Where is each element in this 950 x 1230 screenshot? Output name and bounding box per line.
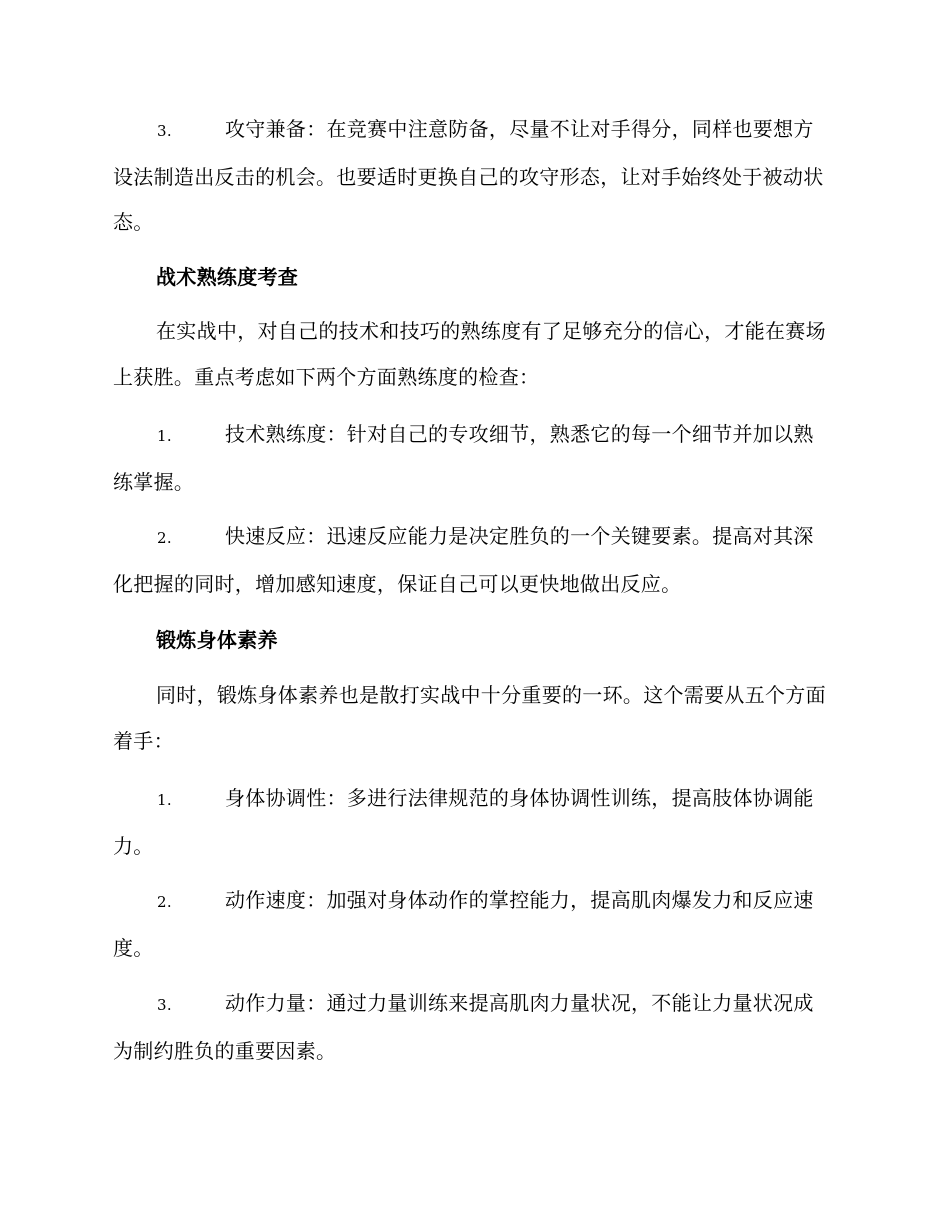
list-item [113, 776, 833, 869]
list-number: 3. [157, 122, 172, 140]
paragraph [113, 309, 833, 400]
paragraph-text: 在实战中，对自己的技术和技巧的熟练度有了足够充分的信心，才能在赛场上获胜。重点考虑如下两个方面熟练度的检查： [113, 319, 826, 389]
list-number: 3. [157, 996, 172, 1014]
list-item [113, 412, 833, 505]
section-heading: 战术熟练度考查 [156, 265, 299, 289]
paragraph-text: 同时，锻炼身体素养也是散打实战中十分重要的一环。这个需要从五个方面着手： [113, 683, 826, 753]
section-heading: 锻炼身体素养 [156, 628, 278, 652]
list-item [113, 981, 833, 1074]
list-item-text: 攻守兼备：在竞赛中注意防备，尽量不让对手得分，同样也要想方设法制造出反击的机会。也要适时更换自己的攻守形态，让对手始终处于被动状态。 [113, 117, 824, 234]
list-item-text: 技术熟练度：针对自己的专攻细节，熟悉它的每一个细节并加以熟练掌握。 [113, 422, 814, 494]
paragraph [113, 673, 833, 764]
list-item-text: 身体协调性：多进行法律规范的身体协调性训练，提高肢体协调能力。 [113, 786, 814, 858]
list-number: 2. [157, 893, 172, 911]
list-item-text: 快速反应：迅速反应能力是决定胜负的一个关键要素。提高对其深化把握的同时，增加感知速度，保证自己可以更快地做出反应。 [113, 524, 814, 596]
list-item [113, 107, 833, 246]
list-item [113, 878, 833, 971]
list-number: 1. [157, 427, 172, 445]
list-item-text: 动作力量：通过力量训练来提高肌肉力量状况，不能让力量状况成为制约胜负的重要因素。 [113, 991, 814, 1063]
list-number: 2. [157, 529, 172, 547]
list-item-text: 动作速度：加强对身体动作的掌控能力，提高肌肉爆发力和反应速度。 [113, 888, 814, 960]
list-number: 1. [157, 791, 172, 809]
list-item [113, 514, 833, 607]
